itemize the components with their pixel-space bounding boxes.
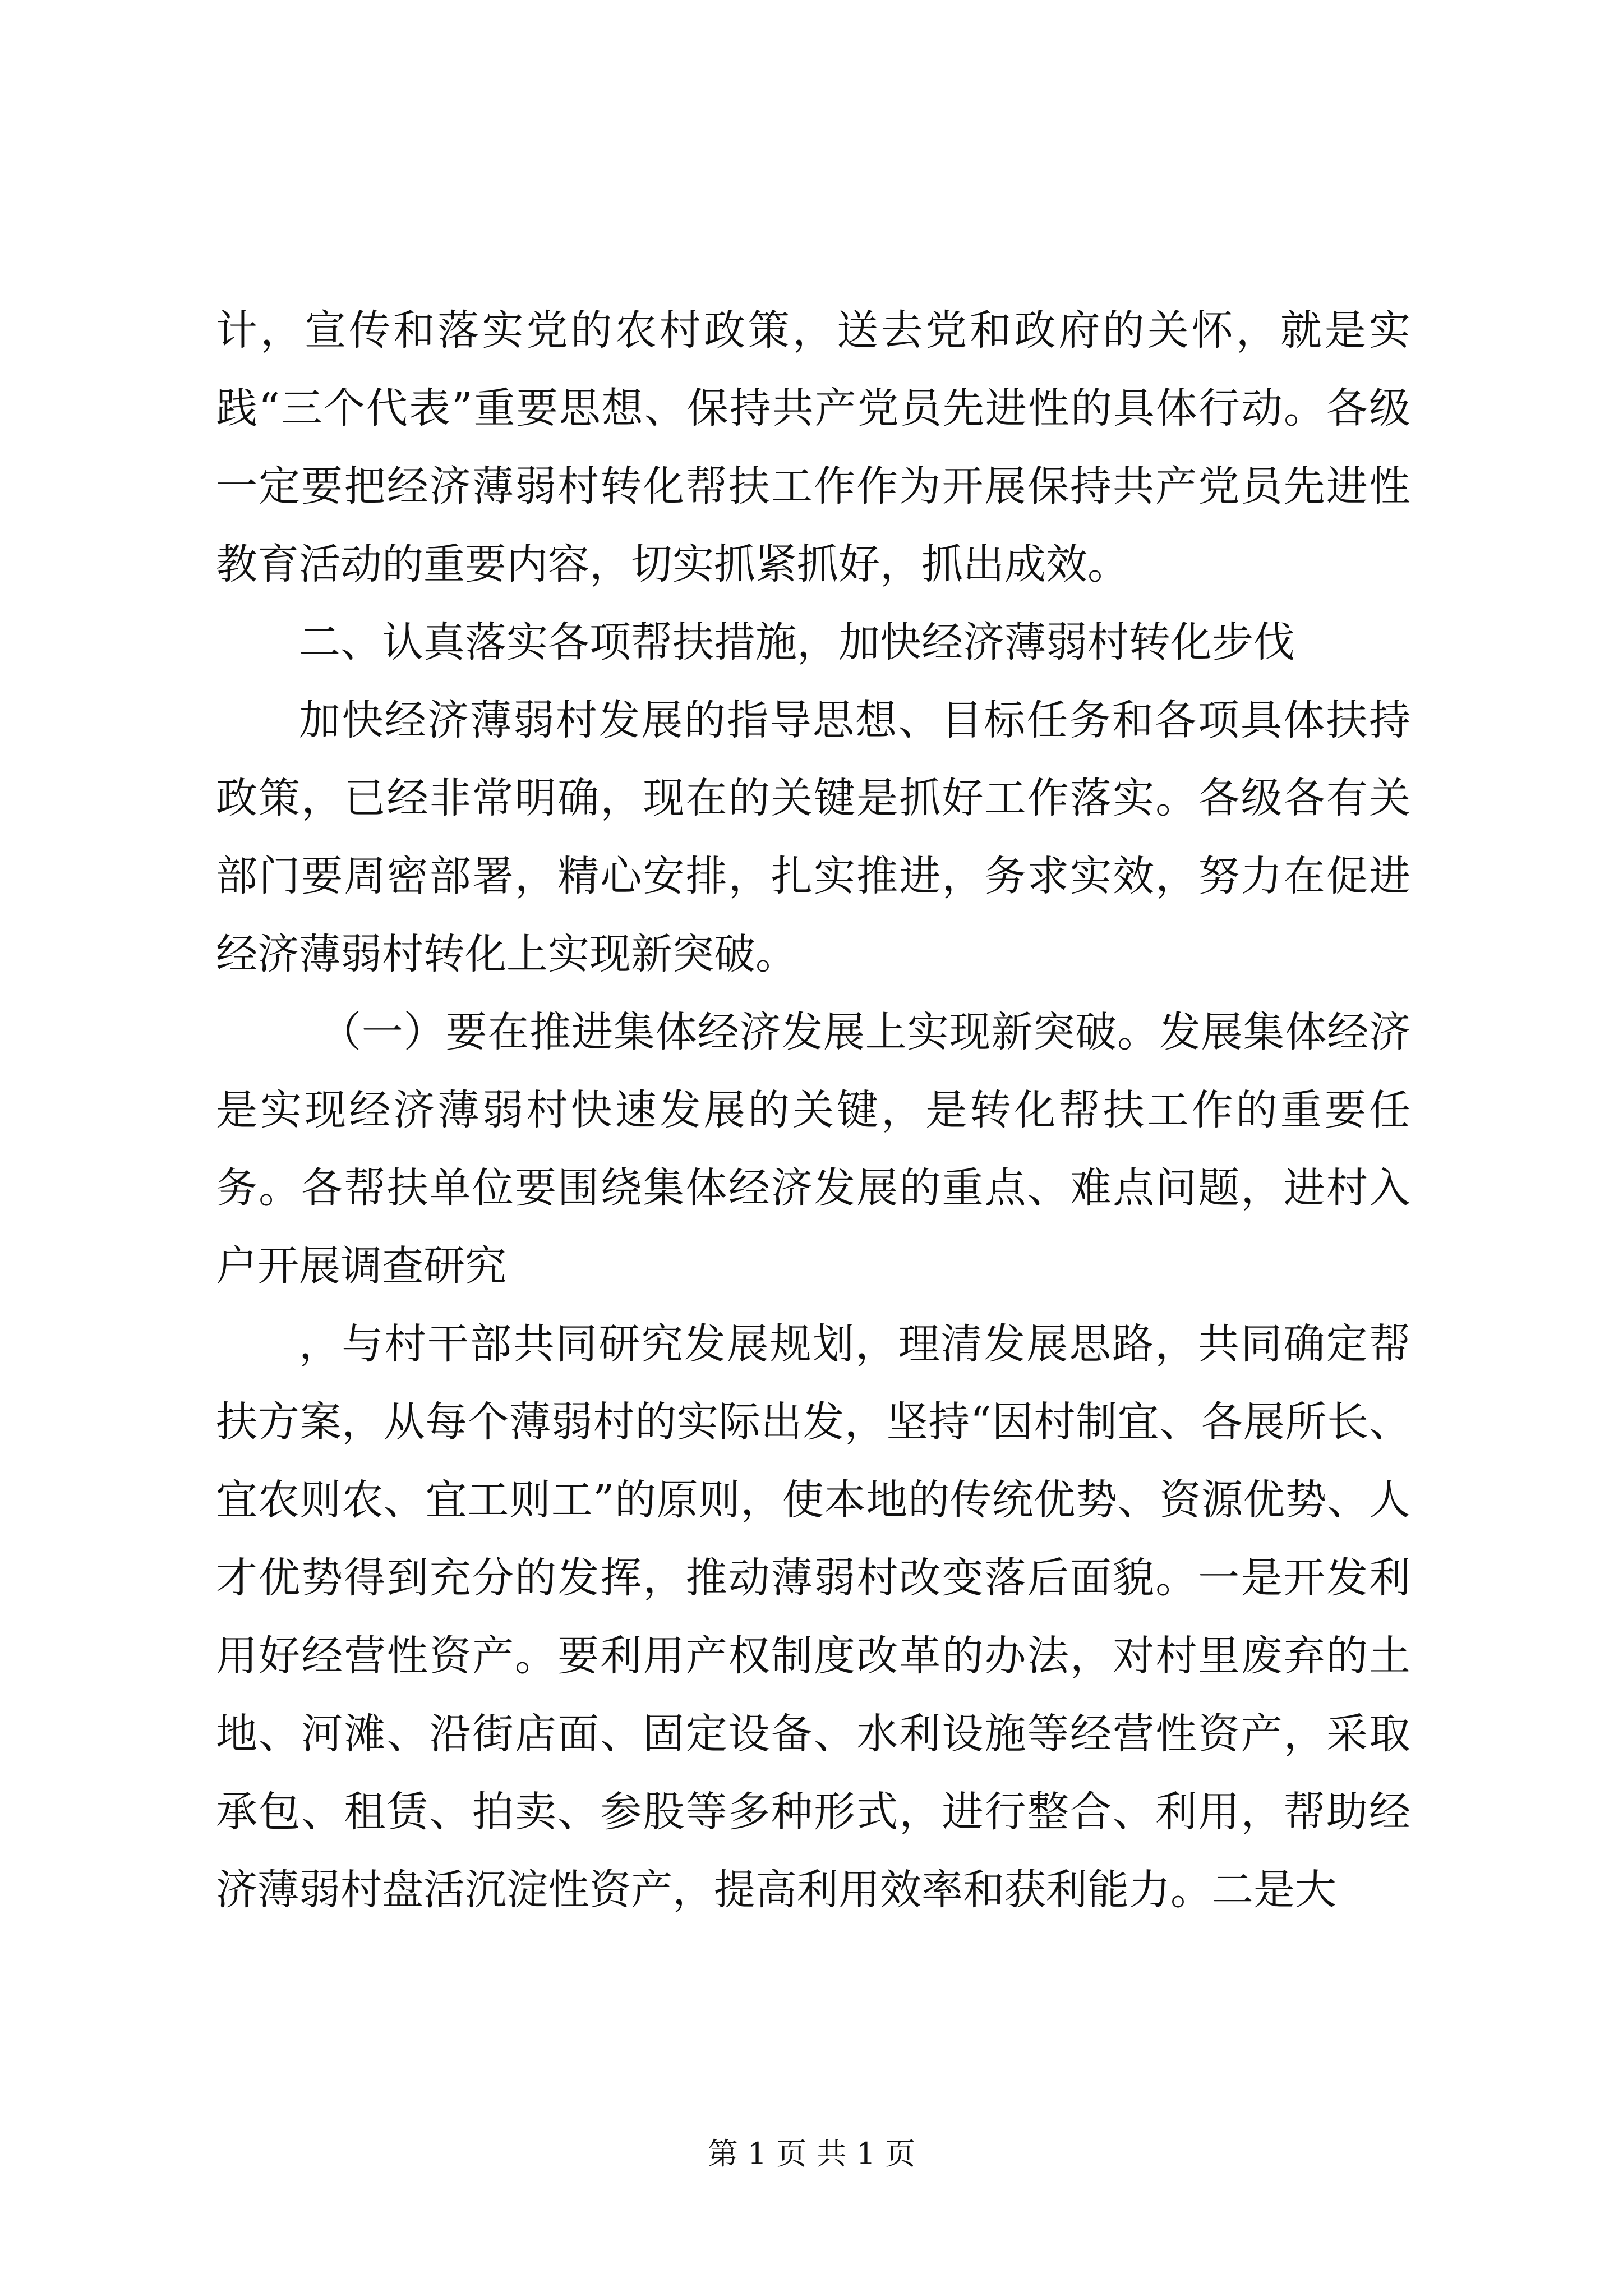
paragraph-intro: 加快经济薄弱村发展的指导思想、目标任务和各项具体扶持政策，已经非常明确，现在的关键是抓好工作落实。各级各有关部门要周密部署，精心安排，扎实推进，务求实效，努力在促进经济薄弱村转化上实现新突破。 xyxy=(216,696,1410,978)
document-body xyxy=(216,292,1410,1929)
paragraph-point-one: （一）要在推进集体经济发展上实现新突破。发展集体经济是实现经济薄弱村快速发展的关键，是转化帮扶工作的重要任务。各帮扶单位要围绕集体经济发展的重点、难点问题，进村入户开展调查研究 xyxy=(216,1008,1410,1290)
paragraph-point-one-continued: ，与村干部共同研究发展规划，理清发展思路，共同确定帮扶方案，从每个薄弱村的实际出发，坚持“因村制宜、各展所长、宜农则农、宜工则工”的原则，使本地的传统优势、资源优势、人才优势得到充分的发挥，推动薄弱村改变落后面貌。一是开发利用好经营性资产。要利用产权制度改革的办法，对村里废弃的土地、河滩、沿街店面、固定设备、水利设施等经营性资产，采取承包、租赁、拍卖、参股等多种形式，进行整合、利用，帮助经济薄弱村盘活沉淀性资产，提高利用效率和获利能力。二是大 xyxy=(216,1320,1410,1914)
section-heading: 二、认真落实各项帮扶措施，加快经济薄弱村转化步伐 xyxy=(299,618,1295,666)
paragraph-continuation: 计，宣传和落实党的农村政策，送去党和政府的关怀，就是实践“三个代表”重要思想、保持共产党员先进性的具体行动。各级一定要把经济薄弱村转化帮扶工作作为开展保持共产党员先进性教育活动的重要内容，切实抓紧抓好，抓出成效。 xyxy=(216,306,1410,588)
page-number-footer: 第 1 页 共 1 页 xyxy=(707,2136,916,2171)
